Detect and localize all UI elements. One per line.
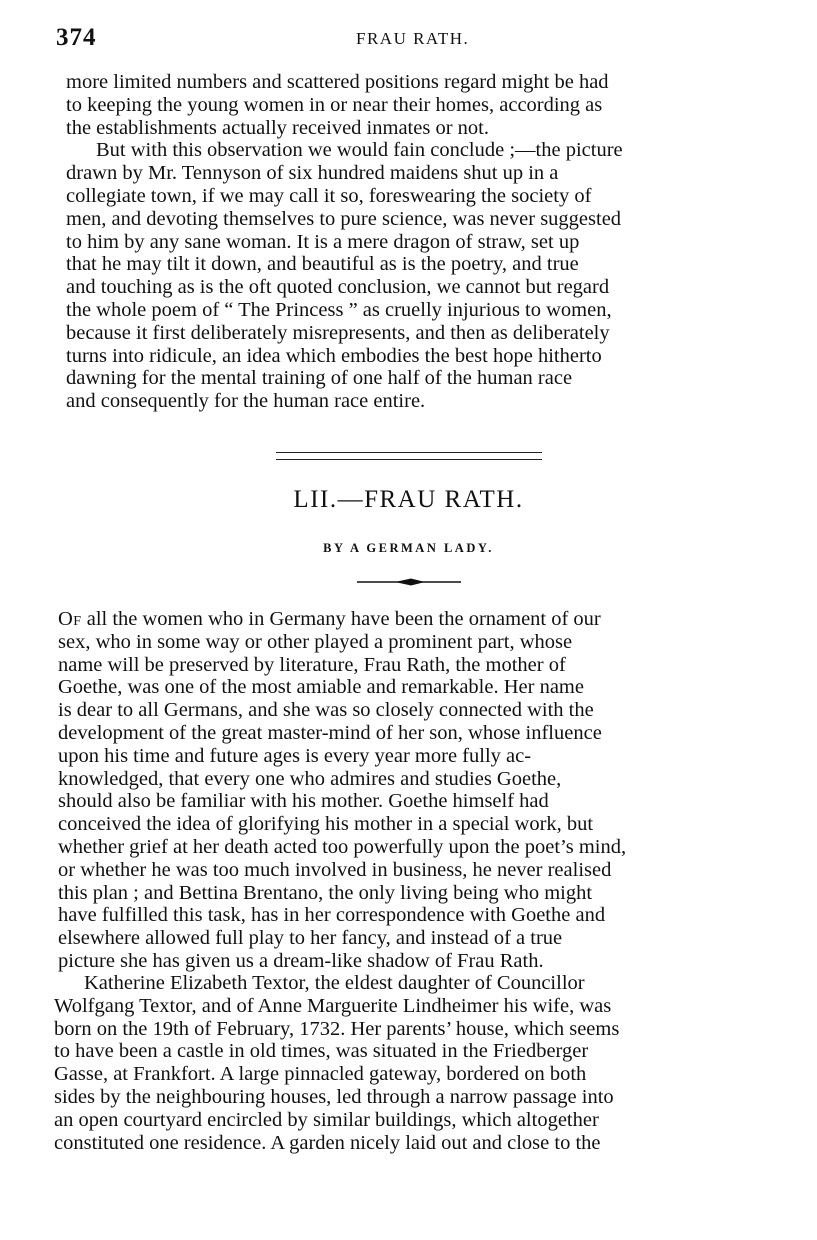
double-rule-divider bbox=[276, 452, 542, 460]
paragraph-biography bbox=[54, 972, 764, 1154]
text-line: constituted one residence. A garden nicely laid out and close to the bbox=[54, 1131, 601, 1154]
text-line: elsewhere allowed full play to her fancy, and instead of a true bbox=[58, 927, 563, 950]
paragraph-closing-previous-article bbox=[66, 71, 778, 413]
text-line: born on the 19th of February, 1732. Her parents’ house, which seems bbox=[54, 1017, 620, 1040]
text-line: to him by any sane woman. It is a mere dragon of straw, set up bbox=[66, 230, 580, 253]
page-number: 374 bbox=[56, 24, 97, 51]
article-byline: BY A GERMAN LADY. bbox=[323, 541, 494, 555]
text-line: because it first deliberately misrepresents, and then as deliberately bbox=[66, 321, 610, 344]
drop-lead-word: Of bbox=[58, 608, 82, 630]
running-title: FRAU RATH. bbox=[356, 29, 470, 48]
text-line-rest: all the women who in Germany have been the ornament of our bbox=[81, 608, 601, 630]
text-line: name will be preserved by literature, Frau Rath, the mother of bbox=[58, 653, 566, 676]
text-line: the establishments actually received inmates or not. bbox=[66, 116, 489, 139]
text-line: Gasse, at Frankfort. A large pinnacled gateway, bordered on both bbox=[54, 1063, 587, 1086]
text-line: that he may tilt it down, and beautiful as is the poetry, and true bbox=[66, 253, 579, 276]
text-line: more limited numbers and scattered positions regard might be had bbox=[66, 71, 609, 93]
text-line: to have been a castle in old times, was situated in the Friedberger bbox=[54, 1040, 589, 1063]
text-line: turns into ridicule, an idea which embodies the best hope hitherto bbox=[66, 344, 602, 367]
text-line: picture she has given us a dream-like shadow of Frau Rath. bbox=[58, 949, 544, 972]
text-line: whether grief at her death acted too powerfully upon the poet’s mind, bbox=[58, 835, 627, 858]
article-title: LII.—FRAU RATH. bbox=[293, 486, 524, 513]
text-line: to keeping the young women in or near their homes, according as bbox=[66, 93, 603, 116]
text-line: development of the great master-mind of her son, whose influence bbox=[58, 721, 602, 744]
text-line: But with this observation we would fain conclude ;—the picture bbox=[96, 139, 623, 162]
text-line: collegiate town, if we may call it so, foreswearing the society of bbox=[66, 184, 592, 207]
running-head bbox=[56, 24, 768, 52]
text-line: Goethe, was one of the most amiable and remarkable. Her name bbox=[58, 676, 584, 699]
text-line: sex, who in some way or other played a prominent part, whose bbox=[58, 630, 573, 653]
text-line: drawn by Mr. Tennyson of six hundred maidens shut up in a bbox=[66, 162, 559, 185]
text-line: Wolfgang Textor, and of Anne Marguerite Lindheimer his wife, was bbox=[54, 994, 612, 1017]
text-line: upon his time and future ages is every year more fully ac- bbox=[58, 744, 532, 767]
text-line: should also be familiar with his mother. Goethe himself had bbox=[58, 790, 549, 813]
text-line: is dear to all Germans, and she was so closely connected with the bbox=[58, 699, 594, 722]
text-line: dawning for the mental training of one half of the human race bbox=[66, 367, 573, 390]
text-line: the whole poem of “ The Princess ” as cruelly injurious to women, bbox=[66, 298, 612, 321]
text-line: an open courtyard encircled by similar buildings, which altogether bbox=[54, 1108, 599, 1131]
text-line: have fulfilled this task, has in her correspondence with Goethe and bbox=[58, 904, 606, 927]
text-line: or whether he was too much involved in business, he never realised bbox=[58, 858, 612, 881]
text-line: Katherine Elizabeth Textor, the eldest daughter of Councillor bbox=[84, 972, 585, 994]
text-line: and touching as is the oft quoted conclusion, we cannot but regard bbox=[66, 276, 610, 299]
text-line: this plan ; and Bettina Brentano, the only living being who might bbox=[58, 881, 593, 904]
text-line bbox=[58, 608, 766, 631]
text-line: knowledged, that every one who admires and studies Goethe, bbox=[58, 767, 562, 790]
text-line: men, and devoting themselves to pure science, was never suggested bbox=[66, 207, 622, 230]
paragraph-introduction bbox=[58, 608, 766, 973]
dash-ornament bbox=[355, 577, 463, 587]
text-line: and consequently for the human race entire. bbox=[66, 390, 426, 413]
text-line: conceived the idea of glorifying his mother in a special work, but bbox=[58, 813, 594, 836]
text-line: sides by the neighbouring houses, led through a narrow passage into bbox=[54, 1085, 614, 1108]
